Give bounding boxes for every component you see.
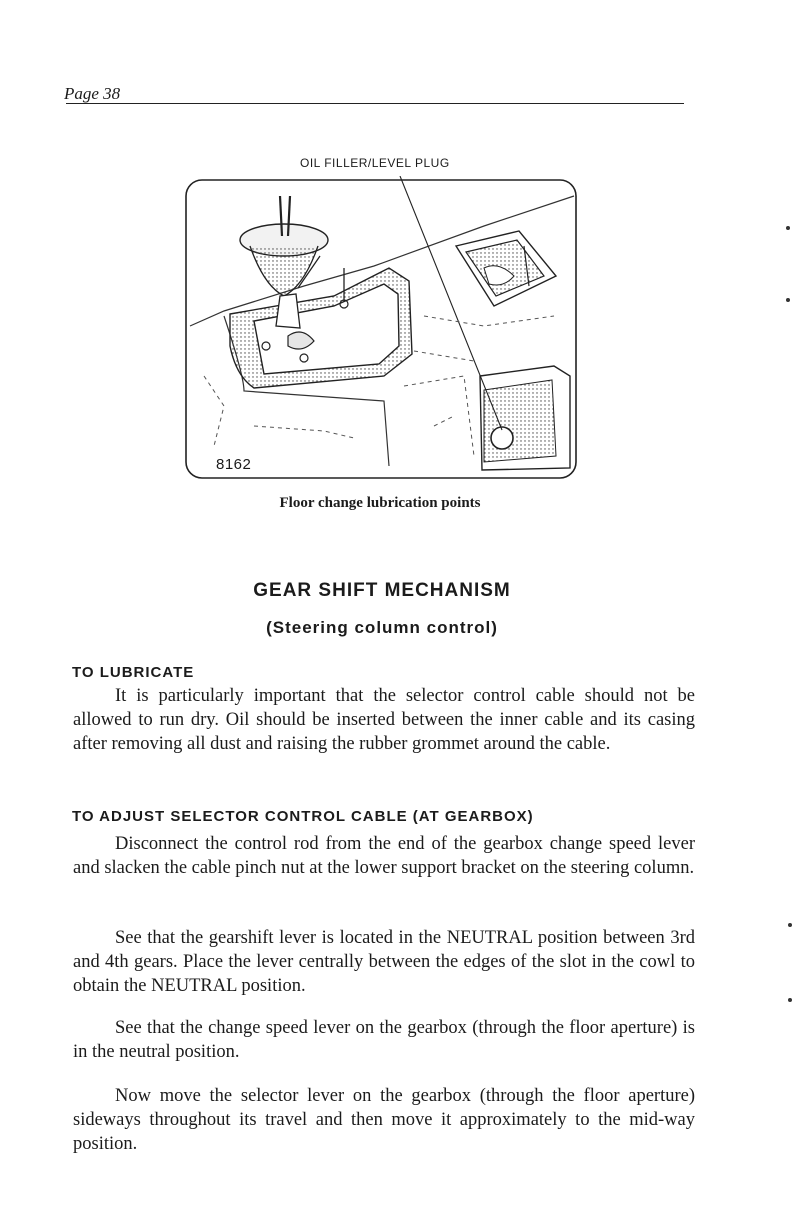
oil-filler-plug (491, 427, 513, 449)
lubricate-paragraph: It is particularly important that the selector control cable should not be allowed to run dry. Oil should be inserted between the inner cable and its casing after removing all dust and raising the rubber grommet around the cable. (73, 686, 695, 754)
floor-change-illustration (184, 176, 580, 484)
margin-mark (786, 226, 790, 230)
section-subtitle: (Steering column control) (266, 618, 498, 637)
adjust-paragraph-4: Now move the selector lever on the gearbox (through the floor aperture) sideways throughout its travel and then move it approximately to the mid-way position. (73, 1086, 695, 1154)
figure-caption: Floor change lubrication points (279, 495, 481, 511)
figure-callout-label: OIL FILLER/LEVEL PLUG (300, 156, 450, 170)
page-number: Page 38 (64, 84, 121, 103)
adjust-paragraph-3: See that the change speed lever on the gearbox (through the floor aperture) is in the neutral position. (73, 1018, 695, 1062)
margin-mark (786, 298, 790, 302)
margin-mark (788, 923, 792, 927)
lubricate-heading: TO LUBRICATE (72, 664, 195, 681)
header-rule (66, 103, 684, 104)
adjust-heading: TO ADJUST SELECTOR CONTROL CABLE (AT GEARBOX) (72, 808, 534, 825)
section-title: GEAR SHIFT MECHANISM (253, 580, 511, 601)
page-header (64, 84, 684, 110)
margin-mark (788, 998, 792, 1002)
adjust-paragraph-1: Disconnect the control rod from the end of the gearbox change speed lever and slacken the cable pinch nut at the lower support bracket on the steering column. (73, 834, 695, 878)
callout-leader-line (400, 176, 502, 430)
figure-number: 8162 (216, 456, 252, 473)
adjust-paragraph-2: See that the gearshift lever is located in the NEUTRAL position between 3rd and 4th gears. Place the lever centrally between the edges of the slot in the cowl to obtain the NEUTRAL position. (73, 928, 695, 996)
gearbox-drawing (184, 176, 580, 484)
